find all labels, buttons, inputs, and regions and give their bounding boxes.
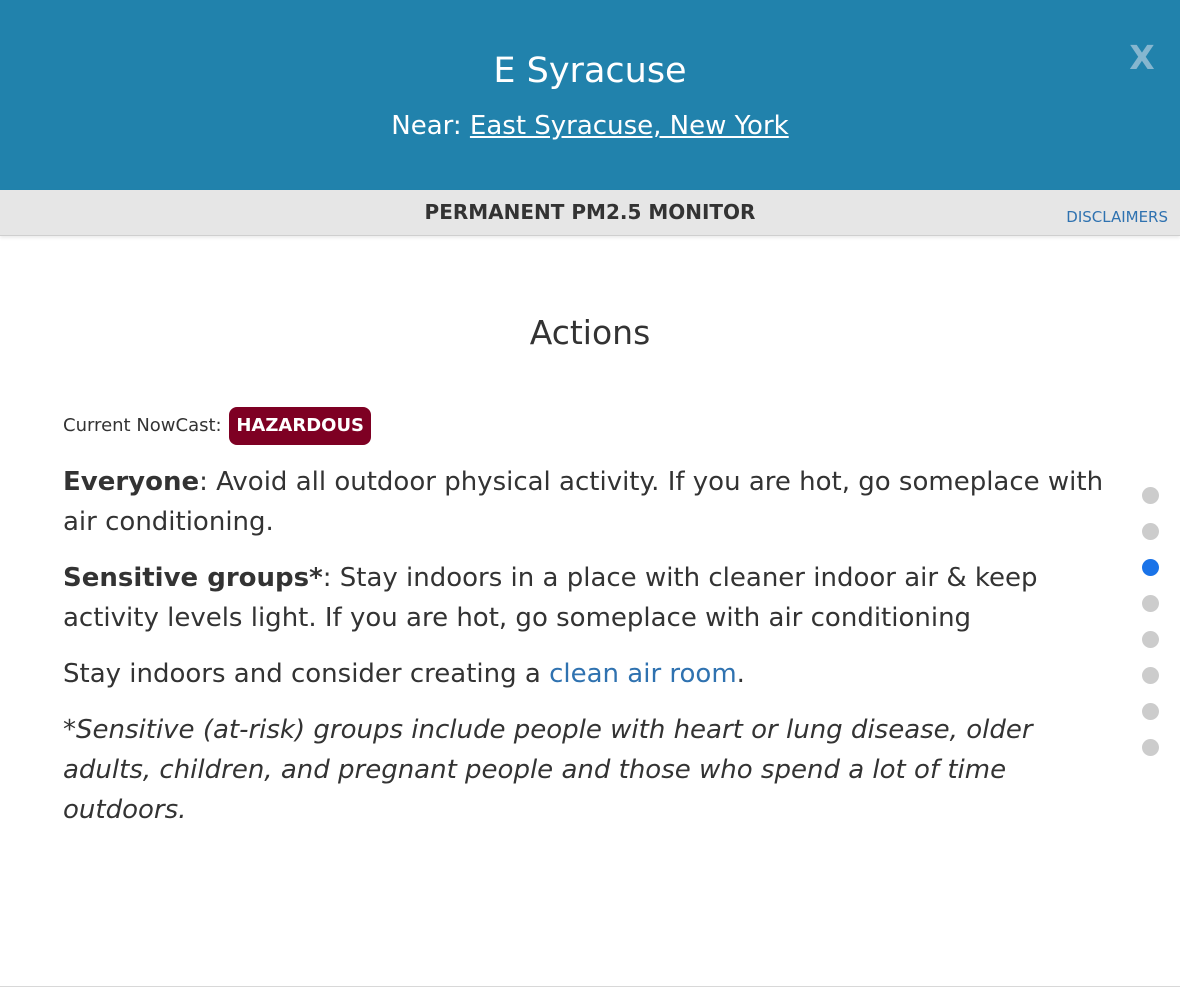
pagination-dot[interactable]	[1142, 739, 1159, 756]
site-title: E Syracuse	[493, 51, 687, 91]
pagination-dot[interactable]	[1142, 487, 1159, 504]
clean-air-advice	[63, 654, 1125, 694]
clean-air-prefix: Stay indoors and consider creating a	[63, 659, 550, 689]
actions-content	[63, 406, 1125, 830]
pagination-dot[interactable]	[1142, 523, 1159, 540]
near-label: Near:	[391, 111, 470, 141]
everyone-advice	[63, 462, 1125, 542]
sensitive-advice	[63, 558, 1125, 638]
disclaimers-link[interactable]: DISCLAIMERS	[1066, 208, 1168, 226]
monitor-bar	[0, 190, 1180, 236]
pagination-dot[interactable]	[1142, 631, 1159, 648]
sensitive-text: : Stay indoors in a place with cleaner indoor air & keep activity levels light. If you are hot, go someplace with air conditioning	[63, 563, 1038, 633]
clean-air-suffix: .	[736, 659, 745, 689]
pagination-dot[interactable]	[1142, 703, 1159, 720]
monitor-type-label: PERMANENT PM2.5 MONITOR	[424, 200, 756, 224]
pagination-dot[interactable]	[1142, 667, 1159, 684]
nowcast-label: Current NowCast:	[63, 415, 222, 436]
pagination-dot-active[interactable]	[1142, 559, 1159, 576]
slide-pagination	[1142, 487, 1160, 775]
everyone-text: : Avoid all outdoor physical activity. If you are hot, go someplace with air conditioning.	[63, 467, 1104, 537]
status-badge: HAZARDOUS	[229, 407, 371, 445]
clean-air-room-link[interactable]: clean air room	[549, 659, 737, 689]
near-location-link[interactable]: East Syracuse, New York	[469, 111, 789, 141]
close-button[interactable]: X	[1129, 38, 1155, 77]
section-title: Actions	[529, 313, 651, 352]
bottom-divider	[0, 986, 1180, 987]
pagination-dot[interactable]	[1142, 595, 1159, 612]
header	[0, 0, 1180, 190]
sensitive-label: Sensitive groups*	[63, 563, 323, 593]
nowcast-row	[63, 406, 1125, 446]
everyone-label: Everyone	[63, 467, 200, 497]
near-location	[0, 108, 1180, 144]
sensitive-groups-footnote: *Sensitive (at-risk) groups include people with heart or lung disease, older adults, children, and pregnant people and those who spend a lot of time outdoors.	[63, 715, 1033, 825]
